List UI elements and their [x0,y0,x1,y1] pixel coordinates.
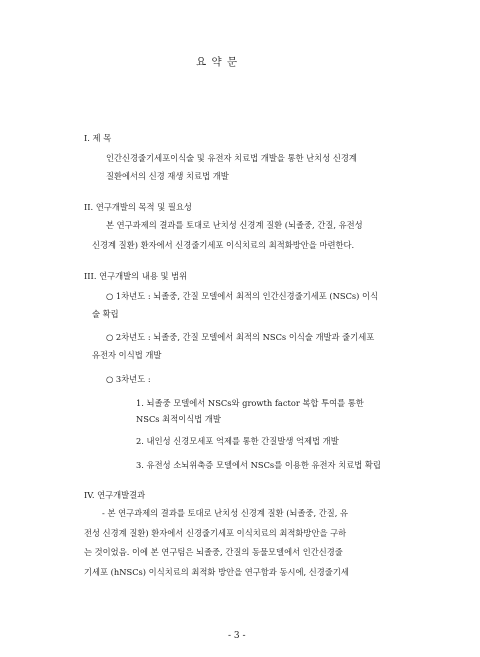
year-2-item: ○ 2차년도 : 뇌졸중, 간질 모델에서 최적의 NSCs 이식술 개발과 줄기세포 [106,332,375,342]
year-3-subitem: 2. 내인성 신경모세포 억제를 통한 간질발생 억제법 개발 [136,436,339,446]
year-1-item-cont: 술 확립 [92,309,119,319]
year-3-subitem: 1. 뇌졸중 모델에서 NSCs와 growth factor 복합 투여를 통한 [136,398,364,408]
section-2-heading: II. 연구개발의 목적 및 필요성 [84,202,192,212]
section-1-line: 질환에서의 신경 재생 치료법 개발 [106,171,229,181]
year-3-item: ○ 3차년도 : [106,374,151,384]
page-title: 요 약 문 [196,56,239,68]
section-2-line: 신경계 질환) 환자에서 신경줄기세포 이식치료의 최적화방안을 마련한다. [92,240,355,250]
section-3-heading: III. 연구개발의 내용 및 범위 [84,271,188,281]
section-4-line: 기세포 (hNSCs) 이식치료의 최적화 방안을 연구함과 동시에, 신경줄기세 [84,567,349,577]
section-4-line: 전성 신경계 질환) 환자에서 신경줄기세포 이식치료의 최적화방안을 구하 [84,528,347,538]
section-1-line: 인간신경줄기세포이식술 및 유전자 치료법 개발을 통한 난치성 신경계 [106,153,357,163]
year-3-subitem: 3. 유전성 소뇌위축증 모델에서 NSCs를 이용한 유전자 치료법 확립 [136,460,381,470]
year-1-item: ○ 1차년도 : 뇌졸중, 간질 모델에서 최적의 인간신경줄기세포 (NSCs) 이식 [106,291,379,301]
section-4-heading: IV. 연구개발결과 [84,490,146,500]
section-2-line: 본 연구과제의 결과를 토대로 난치성 신경계 질환 (뇌졸중, 간질, 유전성 [106,220,363,230]
section-1-heading: I. 제 목 [84,133,112,143]
section-4-line: 는 것이었음. 이에 본 연구팀은 뇌졸중, 간질의 동물모델에서 인간신경줄 [84,547,343,557]
section-4-line: - 본 연구과제의 결과를 토대로 난치성 신경계 질환 (뇌졸중, 간질, 유 [102,508,349,518]
year-2-item-cont: 유전자 이식법 개발 [92,350,162,360]
page-number: - 3 - [228,631,246,641]
year-3-subitem-cont: NSCs 최적이식법 개발 [136,414,221,424]
